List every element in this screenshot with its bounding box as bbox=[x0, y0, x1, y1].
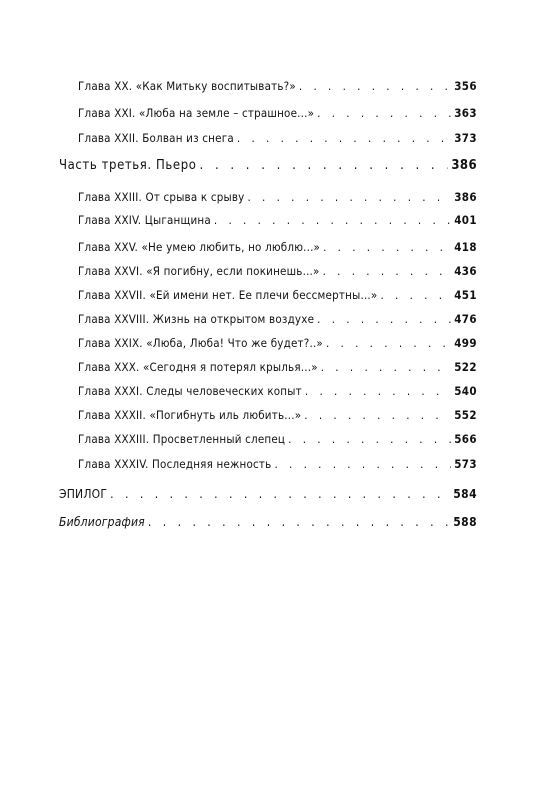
toc-entry-chapter-23 bbox=[78, 189, 477, 205]
dot-leader bbox=[299, 78, 451, 94]
toc-entry-page: 436 bbox=[454, 264, 477, 278]
toc-entry-chapter-26 bbox=[78, 263, 477, 279]
toc-entry-title: Глава XXXII. «Погибнуть иль любить...» bbox=[78, 408, 302, 422]
dot-leader bbox=[200, 158, 449, 174]
dot-leader bbox=[214, 212, 451, 228]
toc-entry-title: Глава XXI. «Люба на земле – страшное...» bbox=[78, 106, 315, 120]
dot-leader bbox=[321, 359, 451, 375]
dot-leader bbox=[323, 263, 452, 279]
dot-leader bbox=[323, 239, 451, 255]
toc-entry-title: Глава XX. «Как Митьку воспитывать?» bbox=[78, 79, 296, 93]
toc-entry-title: Глава XXX. «Сегодня я потерял крылья...» bbox=[78, 360, 318, 374]
toc-entry-page: 386 bbox=[451, 158, 477, 173]
toc-entry-page: 499 bbox=[454, 336, 477, 350]
toc-entry-chapter-31 bbox=[78, 383, 477, 399]
toc-entry-title: Глава XXVIII. Жизнь на открытом воздухе bbox=[78, 312, 315, 326]
toc-entry-part-3 bbox=[59, 158, 477, 174]
toc-entry-chapter-24 bbox=[78, 212, 477, 228]
toc-entry-title: Библиография bbox=[59, 515, 145, 529]
toc-entry-title: ЭПИЛОГ bbox=[59, 487, 108, 501]
dot-leader bbox=[317, 105, 451, 121]
toc-entry-chapter-28 bbox=[78, 311, 477, 327]
toc-entry-title: Глава XXXIII. Просветленный слепец bbox=[78, 432, 286, 446]
toc-entry-page: 356 bbox=[454, 79, 477, 93]
toc-entry-title: Глава XXVI. «Я погибну, если покинешь...» bbox=[78, 264, 320, 278]
dot-leader bbox=[305, 383, 451, 399]
toc-entry-page: 373 bbox=[454, 131, 477, 145]
toc-entry-page: 386 bbox=[454, 190, 477, 204]
toc-entry-chapter-25 bbox=[78, 239, 477, 255]
dot-leader bbox=[148, 514, 450, 530]
dot-leader bbox=[274, 456, 451, 472]
dot-leader bbox=[317, 311, 451, 327]
toc-entry-chapter-33 bbox=[78, 431, 477, 447]
toc-entry-bibliography bbox=[59, 514, 477, 530]
toc-entry-title: Глава XXV. «Не умею любить, но люблю...» bbox=[78, 240, 321, 254]
toc-entry-title: Часть третья. Пьеро bbox=[59, 158, 197, 173]
toc-entry-epilogue bbox=[59, 486, 477, 502]
toc-entry-page: 584 bbox=[453, 487, 477, 501]
toc-entry-title: Глава XXIII. От срыва к срыву bbox=[78, 190, 245, 204]
toc-entry-chapter-32 bbox=[78, 407, 477, 423]
toc-entry-chapter-30 bbox=[78, 359, 477, 375]
toc-entry-page: 566 bbox=[454, 432, 477, 446]
dot-leader bbox=[380, 287, 451, 303]
dot-leader bbox=[110, 486, 450, 502]
dot-leader bbox=[326, 335, 451, 351]
dot-leader bbox=[304, 407, 451, 423]
toc-entry-page: 573 bbox=[454, 457, 477, 471]
toc-entry-page: 363 bbox=[454, 106, 477, 120]
toc-entry-page: 476 bbox=[454, 312, 477, 326]
toc-entry-chapter-21 bbox=[78, 105, 477, 121]
toc-entry-title: Глава XXIV. Цыганщина bbox=[78, 213, 211, 227]
toc-entry-chapter-34 bbox=[78, 456, 477, 472]
dot-leader bbox=[288, 431, 451, 447]
toc-entry-title: Глава XXXIV. Последняя нежность bbox=[78, 457, 272, 471]
toc-entry-page: 451 bbox=[454, 288, 477, 302]
toc-entry-page: 552 bbox=[454, 408, 477, 422]
toc-entry-page: 522 bbox=[454, 360, 477, 374]
toc-entry-page: 418 bbox=[454, 240, 477, 254]
toc-entry-title: Глава XXIX. «Люба, Люба! Что же будет?..» bbox=[78, 336, 323, 350]
toc-entry-chapter-22 bbox=[78, 130, 477, 146]
toc-entry-page: 401 bbox=[454, 213, 477, 227]
toc-entry-page: 540 bbox=[454, 384, 477, 398]
dot-leader bbox=[237, 130, 451, 146]
toc-entry-chapter-27 bbox=[78, 287, 477, 303]
dot-leader bbox=[247, 189, 451, 205]
toc-entry-title: Глава XXVII. «Ей имени нет. Ее плечи бессмертны...» bbox=[78, 288, 378, 302]
toc-entry-title: Глава XXII. Болван из снега bbox=[78, 131, 234, 145]
toc-entry-page: 588 bbox=[453, 515, 477, 529]
toc-entry-chapter-29 bbox=[78, 335, 477, 351]
toc-entry-chapter-20 bbox=[78, 78, 477, 94]
toc-entry-title: Глава XXXI. Следы человеческих копыт bbox=[78, 384, 302, 398]
